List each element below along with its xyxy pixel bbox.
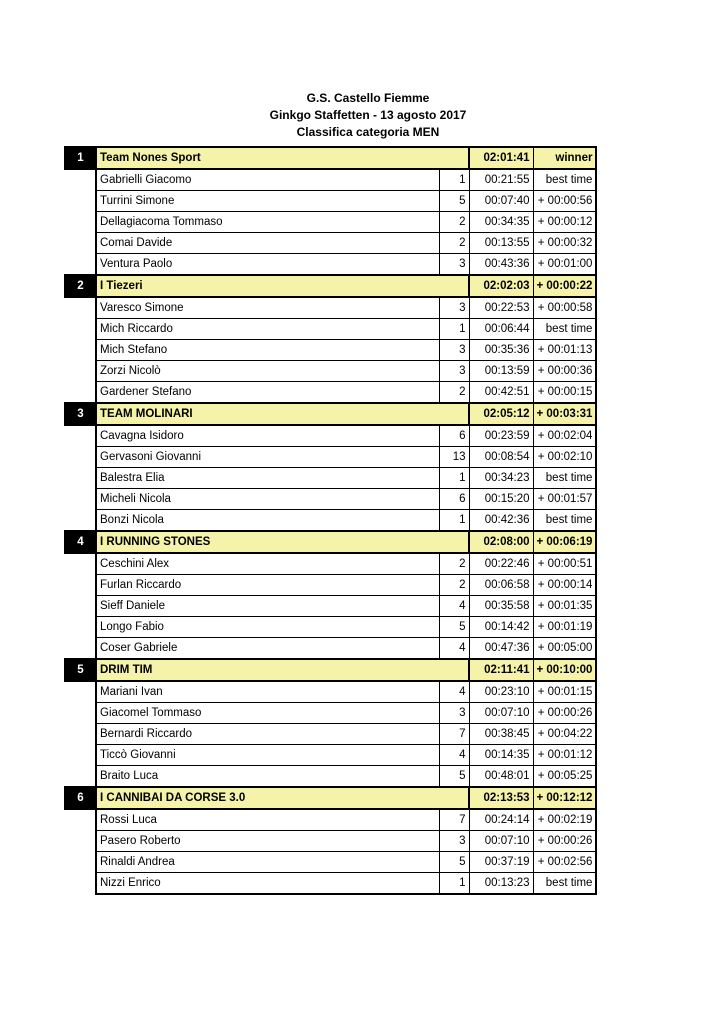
runner-time: 00:22:53	[469, 297, 533, 319]
runner-leg-rank: 4	[439, 745, 469, 766]
runner-gap: + 00:00:56	[533, 191, 596, 212]
runner-spacer	[65, 617, 96, 638]
runner-spacer	[65, 852, 96, 873]
event-title: Ginkgo Staffetten - 13 agosto 2017	[269, 108, 467, 122]
team-total-time: 02:11:41	[469, 659, 533, 681]
runner-gap: + 00:00:12	[533, 212, 596, 233]
runner-spacer	[65, 510, 96, 532]
runner-time: 00:14:35	[469, 745, 533, 766]
runner-row	[65, 340, 596, 361]
runner-time: 00:43:36	[469, 254, 533, 276]
runner-leg-rank: 3	[439, 340, 469, 361]
runner-leg-rank: 2	[439, 553, 469, 575]
runner-gap: best time	[533, 510, 596, 532]
runner-name: Balestra Elia	[96, 468, 439, 489]
runner-leg-rank: 3	[439, 361, 469, 382]
runner-name: Gardener Stefano	[96, 382, 439, 404]
runner-time: 00:07:10	[469, 703, 533, 724]
runner-name: Nizzi Enrico	[96, 873, 439, 895]
runner-row	[65, 852, 596, 873]
runner-name: Bernardi Riccardo	[96, 724, 439, 745]
runner-name: Turrini Simone	[96, 191, 439, 212]
team-gap: + 00:06:19	[533, 531, 596, 553]
runner-spacer	[65, 745, 96, 766]
runner-time: 00:06:58	[469, 575, 533, 596]
runner-leg-rank: 4	[439, 596, 469, 617]
runner-spacer	[65, 361, 96, 382]
runner-spacer	[65, 382, 96, 404]
runner-name: Zorzi Nicolò	[96, 361, 439, 382]
runner-name: Bonzi Nicola	[96, 510, 439, 532]
document-header	[0, 90, 724, 141]
runner-name: Mariani Ivan	[96, 681, 439, 703]
runner-leg-rank: 3	[439, 297, 469, 319]
runner-leg-rank: 5	[439, 617, 469, 638]
runner-spacer	[65, 809, 96, 831]
runner-leg-rank: 5	[439, 852, 469, 873]
runner-gap: + 00:01:13	[533, 340, 596, 361]
team-position: 2	[65, 275, 96, 297]
team-row	[65, 659, 596, 681]
runner-gap: best time	[533, 873, 596, 895]
runner-leg-rank: 1	[439, 468, 469, 489]
category-title: Classifica categoria MEN	[296, 125, 440, 139]
runner-time: 00:14:42	[469, 617, 533, 638]
team-name: TEAM MOLINARI	[96, 403, 469, 425]
runner-row	[65, 510, 596, 532]
runner-spacer	[65, 425, 96, 447]
runner-gap: + 00:00:32	[533, 233, 596, 254]
runner-spacer	[65, 233, 96, 254]
runner-spacer	[65, 596, 96, 617]
runner-leg-rank: 1	[439, 873, 469, 895]
results-body	[65, 147, 596, 894]
runner-time: 00:47:36	[469, 638, 533, 660]
team-row	[65, 531, 596, 553]
runner-leg-rank: 6	[439, 489, 469, 510]
runner-row	[65, 319, 596, 340]
team-total-time: 02:08:00	[469, 531, 533, 553]
team-name: DRIM TIM	[96, 659, 469, 681]
runner-row	[65, 681, 596, 703]
runner-time: 00:42:51	[469, 382, 533, 404]
runner-name: Coser Gabriele	[96, 638, 439, 660]
runner-time: 00:24:14	[469, 809, 533, 831]
runner-gap: + 00:01:12	[533, 745, 596, 766]
runner-gap: + 00:05:00	[533, 638, 596, 660]
team-position: 5	[65, 659, 96, 681]
team-position: 1	[65, 147, 96, 169]
team-row	[65, 403, 596, 425]
team-position: 4	[65, 531, 96, 553]
runner-name: Gervasoni Giovanni	[96, 447, 439, 468]
team-row	[65, 787, 596, 809]
runner-name: Gabrielli Giacomo	[96, 169, 439, 191]
runner-spacer	[65, 212, 96, 233]
runner-leg-rank: 2	[439, 233, 469, 254]
runner-row	[65, 212, 596, 233]
runner-time: 00:35:36	[469, 340, 533, 361]
runner-spacer	[65, 319, 96, 340]
runner-row	[65, 575, 596, 596]
runner-row	[65, 873, 596, 895]
runner-leg-rank: 4	[439, 681, 469, 703]
runner-gap: + 00:01:15	[533, 681, 596, 703]
results-table	[64, 146, 597, 895]
runner-row	[65, 766, 596, 788]
runner-gap: + 00:00:58	[533, 297, 596, 319]
runner-spacer	[65, 681, 96, 703]
runner-leg-rank: 7	[439, 809, 469, 831]
team-total-time: 02:02:03	[469, 275, 533, 297]
runner-leg-rank: 7	[439, 724, 469, 745]
runner-gap: + 00:05:25	[533, 766, 596, 788]
runner-spacer	[65, 447, 96, 468]
runner-time: 00:34:23	[469, 468, 533, 489]
runner-name: Varesco Simone	[96, 297, 439, 319]
runner-gap: + 00:02:19	[533, 809, 596, 831]
runner-spacer	[65, 873, 96, 895]
runner-row	[65, 169, 596, 191]
runner-time: 00:22:46	[469, 553, 533, 575]
runner-time: 00:37:19	[469, 852, 533, 873]
runner-gap: best time	[533, 169, 596, 191]
runner-leg-rank: 3	[439, 703, 469, 724]
runner-row	[65, 831, 596, 852]
runner-time: 00:35:58	[469, 596, 533, 617]
runner-time: 00:13:55	[469, 233, 533, 254]
runner-name: Comai Davide	[96, 233, 439, 254]
runner-leg-rank: 2	[439, 575, 469, 596]
runner-name: Cavagna Isidoro	[96, 425, 439, 447]
runner-name: Mich Stefano	[96, 340, 439, 361]
runner-gap: + 00:00:26	[533, 831, 596, 852]
runner-row	[65, 468, 596, 489]
team-name: I Tiezeri	[96, 275, 469, 297]
runner-gap: + 00:01:00	[533, 254, 596, 276]
runner-time: 00:15:20	[469, 489, 533, 510]
team-gap: winner	[533, 147, 596, 169]
runner-leg-rank: 1	[439, 510, 469, 532]
runner-time: 00:42:36	[469, 510, 533, 532]
runner-spacer	[65, 724, 96, 745]
team-position: 3	[65, 403, 96, 425]
team-total-time: 02:05:12	[469, 403, 533, 425]
runner-name: Longo Fabio	[96, 617, 439, 638]
runner-leg-rank: 3	[439, 831, 469, 852]
runner-time: 00:07:10	[469, 831, 533, 852]
runner-row	[65, 233, 596, 254]
runner-spacer	[65, 638, 96, 660]
runner-leg-rank: 3	[439, 254, 469, 276]
runner-gap: + 00:02:10	[533, 447, 596, 468]
runner-gap: + 00:00:36	[533, 361, 596, 382]
runner-gap: best time	[533, 319, 596, 340]
runner-name: Micheli Nicola	[96, 489, 439, 510]
runner-leg-rank: 6	[439, 425, 469, 447]
team-name: I RUNNING STONES	[96, 531, 469, 553]
team-position: 6	[65, 787, 96, 809]
runner-spacer	[65, 297, 96, 319]
runner-name: Rinaldi Andrea	[96, 852, 439, 873]
runner-time: 00:48:01	[469, 766, 533, 788]
runner-leg-rank: 13	[439, 447, 469, 468]
runner-gap: + 00:00:26	[533, 703, 596, 724]
runner-gap: + 00:01:57	[533, 489, 596, 510]
runner-row	[65, 553, 596, 575]
runner-name: Mich Riccardo	[96, 319, 439, 340]
runner-time: 00:23:10	[469, 681, 533, 703]
team-gap: + 00:10:00	[533, 659, 596, 681]
runner-leg-rank: 2	[439, 382, 469, 404]
runner-row	[65, 297, 596, 319]
runner-row	[65, 382, 596, 404]
runner-spacer	[65, 489, 96, 510]
runner-gap: + 00:00:14	[533, 575, 596, 596]
runner-leg-rank: 1	[439, 319, 469, 340]
runner-leg-rank: 2	[439, 212, 469, 233]
runner-gap: + 00:00:15	[533, 382, 596, 404]
runner-row	[65, 617, 596, 638]
runner-name: Furlan Riccardo	[96, 575, 439, 596]
runner-time: 00:34:35	[469, 212, 533, 233]
runner-time: 00:38:45	[469, 724, 533, 745]
team-gap: + 00:12:12	[533, 787, 596, 809]
team-row	[65, 275, 596, 297]
runner-spacer	[65, 254, 96, 276]
runner-spacer	[65, 191, 96, 212]
runner-time: 00:08:54	[469, 447, 533, 468]
runner-spacer	[65, 831, 96, 852]
runner-name: Rossi Luca	[96, 809, 439, 831]
runner-time: 00:06:44	[469, 319, 533, 340]
runner-name: Giacomel Tommaso	[96, 703, 439, 724]
runner-gap: + 00:04:22	[533, 724, 596, 745]
runner-leg-rank: 5	[439, 766, 469, 788]
runner-name: Ceschini Alex	[96, 553, 439, 575]
runner-row	[65, 703, 596, 724]
runner-row	[65, 254, 596, 276]
runner-spacer	[65, 575, 96, 596]
runner-time: 00:13:23	[469, 873, 533, 895]
team-gap: + 00:00:22	[533, 275, 596, 297]
runner-row	[65, 596, 596, 617]
runner-spacer	[65, 766, 96, 788]
runner-gap: + 00:01:35	[533, 596, 596, 617]
runner-name: Ticcò Giovanni	[96, 745, 439, 766]
team-gap: + 00:03:31	[533, 403, 596, 425]
runner-gap: best time	[533, 468, 596, 489]
runner-name: Pasero Roberto	[96, 831, 439, 852]
runner-spacer	[65, 703, 96, 724]
team-name: Team Nones Sport	[96, 147, 469, 169]
runner-name: Sieff Daniele	[96, 596, 439, 617]
runner-name: Dellagiacoma Tommaso	[96, 212, 439, 233]
runner-leg-rank: 4	[439, 638, 469, 660]
team-row	[65, 147, 596, 169]
runner-row	[65, 447, 596, 468]
runner-spacer	[65, 340, 96, 361]
runner-leg-rank: 1	[439, 169, 469, 191]
runner-name: Braito Luca	[96, 766, 439, 788]
team-name: I CANNIBAI DA CORSE 3.0	[96, 787, 469, 809]
team-total-time: 02:13:53	[469, 787, 533, 809]
runner-row	[65, 489, 596, 510]
runner-time: 00:13:59	[469, 361, 533, 382]
runner-row	[65, 745, 596, 766]
team-total-time: 02:01:41	[469, 147, 533, 169]
runner-row	[65, 425, 596, 447]
runner-time: 00:07:40	[469, 191, 533, 212]
runner-time: 00:23:59	[469, 425, 533, 447]
runner-row	[65, 724, 596, 745]
runner-gap: + 00:00:51	[533, 553, 596, 575]
runner-time: 00:21:55	[469, 169, 533, 191]
runner-spacer	[65, 468, 96, 489]
runner-row	[65, 638, 596, 660]
runner-gap: + 00:02:04	[533, 425, 596, 447]
runner-name: Ventura Paolo	[96, 254, 439, 276]
club-title: G.S. Castello Fiemme	[306, 91, 430, 105]
runner-spacer	[65, 553, 96, 575]
runner-row	[65, 809, 596, 831]
runner-row	[65, 361, 596, 382]
runner-gap: + 00:01:19	[533, 617, 596, 638]
runner-leg-rank: 5	[439, 191, 469, 212]
runner-row	[65, 191, 596, 212]
runner-gap: + 00:02:56	[533, 852, 596, 873]
runner-spacer	[65, 169, 96, 191]
